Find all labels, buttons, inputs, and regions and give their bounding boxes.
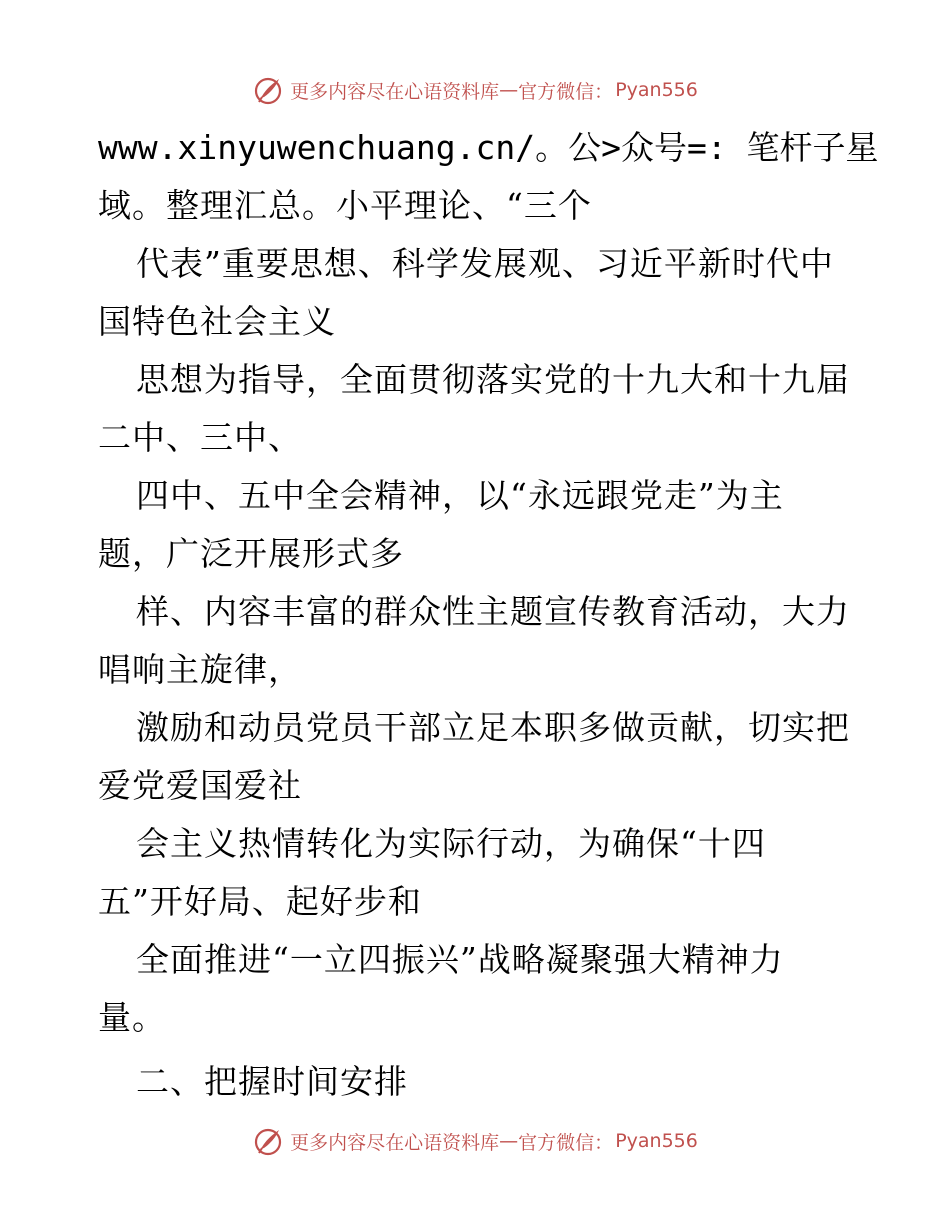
document-body <box>98 124 879 1116</box>
body-line: 二中、三中、 <box>98 418 302 457</box>
body-line: 唱响主旋律， <box>98 650 302 689</box>
body-line: 思想为指导，全面贯彻落实党的十九大和十九届 <box>136 360 850 399</box>
body-line: 代表”重要思想、科学发展观、习近平新时代中 <box>136 244 834 283</box>
body-line: 全面推进“一立四振兴”战略凝聚强大精神力 <box>136 940 784 979</box>
body-line: 激励和动员党员干部立足本职多做贡献，切实把 <box>136 708 850 747</box>
body-line: 国特色社会主义 <box>98 302 336 341</box>
body-line: 五”开好局、起好步和 <box>98 882 422 921</box>
banner-text: 更多内容尽在心语资料库 <box>290 1131 500 1154</box>
banner-wechat-label: 官方微信： <box>518 80 614 103</box>
body-line: 会主义热情转化为实际行动，为确保“十四 <box>136 824 766 863</box>
body-line: 四中、五中全会精神，以“永远跟党走”为主 <box>136 476 784 515</box>
banner-dash: — <box>499 1130 519 1152</box>
quill-logo-icon <box>252 1125 284 1157</box>
banner-wechat-label: 官方微信： <box>518 1131 614 1154</box>
quill-logo-icon <box>252 74 284 106</box>
body-line: 量。 <box>98 998 166 1037</box>
header-banner <box>0 70 950 110</box>
body-line: 爱党爱国爱社 <box>98 766 302 805</box>
banner-wechat-id: Pyan556 <box>615 1130 698 1152</box>
footer-banner <box>0 1121 950 1161</box>
banner-dash: — <box>499 79 519 101</box>
section-heading: 二、把握时间安排 <box>136 1062 408 1101</box>
banner-text: 更多内容尽在心语资料库 <box>290 80 500 103</box>
body-line: 题，广泛开展形式多 <box>98 534 404 573</box>
body-line: 样、内容丰富的群众性主题宣传教育活动，大力 <box>136 592 850 631</box>
body-line: www.xinyuwenchuang.cn/。公>众号=: 笔杆子星 <box>98 128 879 167</box>
banner-wechat-id: Pyan556 <box>615 79 698 101</box>
body-line: 域。整理汇总。小平理论、“三个 <box>98 186 592 225</box>
